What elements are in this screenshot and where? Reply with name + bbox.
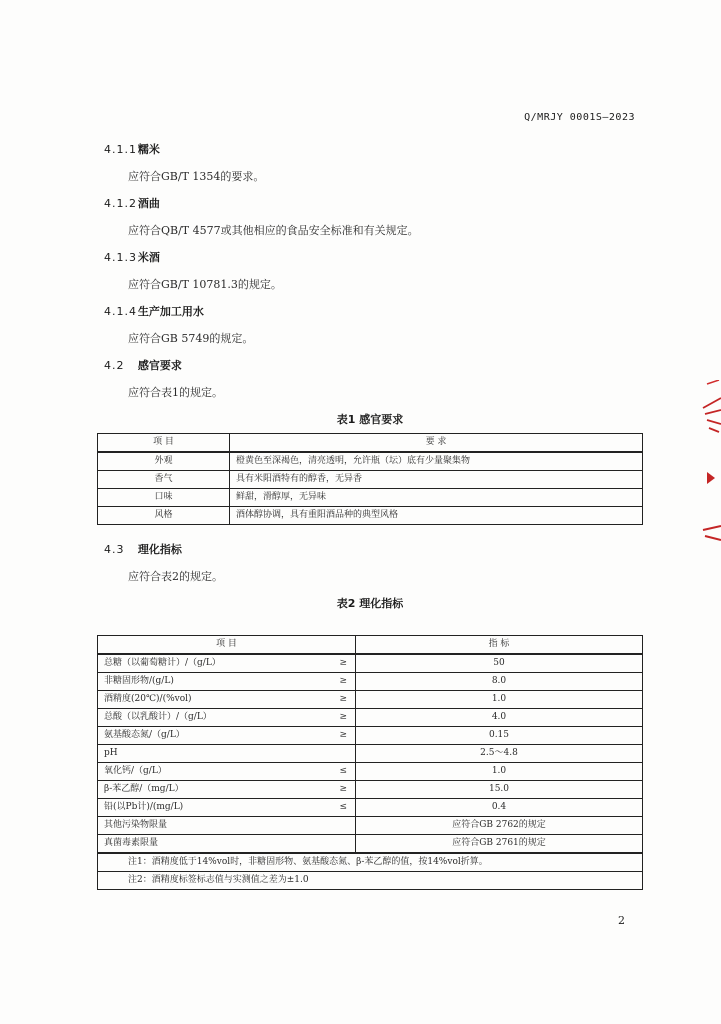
comparison-symbol: ≥ bbox=[339, 784, 347, 794]
table-row bbox=[98, 745, 643, 763]
row-item-label: pH bbox=[104, 748, 118, 758]
table-row bbox=[98, 709, 643, 727]
section-number: 4.1.4 bbox=[104, 305, 137, 318]
section-heading-4-2 bbox=[104, 357, 182, 373]
row-item bbox=[98, 835, 356, 854]
section-number: 4.1.2 bbox=[104, 197, 137, 210]
row-item: 香气 bbox=[98, 471, 230, 489]
row-item bbox=[98, 817, 356, 835]
row-item bbox=[98, 709, 356, 727]
row-value: 1.0 bbox=[356, 763, 643, 781]
table-row bbox=[98, 507, 643, 525]
row-item bbox=[98, 781, 356, 799]
row-value: 50 bbox=[356, 654, 643, 673]
column-header-index: 指 标 bbox=[356, 636, 643, 655]
seal-stamp-fragment bbox=[699, 380, 721, 550]
row-item-label: 总糖（以葡萄糖计）/（g/L） bbox=[104, 658, 221, 668]
row-item: 风格 bbox=[98, 507, 230, 525]
row-item-label: 其他污染物限量 bbox=[104, 820, 168, 830]
section-text-4-1-1: 应符合GB/T 1354的要求。 bbox=[128, 170, 265, 183]
row-item-label: 真菌毒素限量 bbox=[104, 838, 159, 848]
section-title: 糯米 bbox=[137, 143, 160, 156]
row-item bbox=[98, 727, 356, 745]
section-number: 4.1.3 bbox=[104, 251, 137, 264]
row-value: 0.15 bbox=[356, 727, 643, 745]
column-header-requirement: 要 求 bbox=[230, 434, 643, 453]
section-title: 米酒 bbox=[137, 251, 160, 264]
row-value: 应符合GB 2762的规定 bbox=[356, 817, 643, 835]
standard-code: Q/MRJY 0001S—2023 bbox=[524, 112, 635, 123]
row-requirement: 酒体醇协调，具有重阳酒品种的典型风格 bbox=[230, 507, 643, 525]
row-value: 15.0 bbox=[356, 781, 643, 799]
sensory-table bbox=[97, 433, 643, 525]
section-heading-4-1-1 bbox=[104, 141, 160, 157]
table1-caption: 表1 感官要求 bbox=[336, 413, 404, 426]
table-row bbox=[98, 673, 643, 691]
table-row bbox=[98, 763, 643, 781]
table-row bbox=[98, 654, 643, 673]
table-header-row bbox=[98, 636, 643, 655]
section-text-4-1-4: 应符合GB 5749的规定。 bbox=[128, 332, 254, 345]
row-value: 1.0 bbox=[356, 691, 643, 709]
row-value: 0.4 bbox=[356, 799, 643, 817]
section-text-4-1-3: 应符合GB/T 10781.3的规定。 bbox=[128, 278, 282, 291]
section-heading-4-1-4 bbox=[104, 303, 204, 319]
section-heading-4-3 bbox=[104, 541, 182, 557]
table-note-row bbox=[98, 853, 643, 872]
physicochemical-table bbox=[97, 635, 643, 890]
table-row bbox=[98, 727, 643, 745]
row-value: 2.5～4.8 bbox=[356, 745, 643, 763]
table-row bbox=[98, 489, 643, 507]
section-number: 4.3 bbox=[104, 543, 125, 556]
table-note-row bbox=[98, 872, 643, 890]
row-item-label: β-苯乙醇/（mg/L） bbox=[104, 784, 184, 794]
row-item bbox=[98, 691, 356, 709]
table-row bbox=[98, 691, 643, 709]
comparison-symbol: ≥ bbox=[339, 658, 347, 668]
table-header-row bbox=[98, 434, 643, 453]
section-heading-4-1-3 bbox=[104, 249, 160, 265]
table-row bbox=[98, 471, 643, 489]
column-header-item: 项 目 bbox=[98, 636, 356, 655]
comparison-symbol: ≥ bbox=[339, 730, 347, 740]
row-value: 4.0 bbox=[356, 709, 643, 727]
table-row bbox=[98, 799, 643, 817]
table-row bbox=[98, 781, 643, 799]
section-title: 感官要求 bbox=[137, 359, 182, 372]
table-note: 注1：酒精度低于14%vol时，非糖固形物、氨基酸态氮、β-苯乙醇的值，按14%vol折算。 bbox=[98, 853, 643, 872]
row-item: 口味 bbox=[98, 489, 230, 507]
row-item bbox=[98, 745, 356, 763]
section-title: 生产加工用水 bbox=[137, 305, 204, 318]
row-item-label: 铅(以Pb计)/(mg/L) bbox=[104, 802, 184, 812]
table-row bbox=[98, 835, 643, 854]
row-item: 外观 bbox=[98, 452, 230, 471]
row-item-label: 氨基酸态氮/（g/L） bbox=[104, 730, 185, 740]
table-row bbox=[98, 817, 643, 835]
row-item-label: 氧化钙/（g/L） bbox=[104, 766, 167, 776]
section-number: 4.1.1 bbox=[104, 143, 137, 156]
section-title: 理化指标 bbox=[137, 543, 182, 556]
table2-caption: 表2 理化指标 bbox=[336, 597, 404, 610]
section-title: 酒曲 bbox=[137, 197, 160, 210]
row-value: 8.0 bbox=[356, 673, 643, 691]
section-text-4-2: 应符合表1的规定。 bbox=[128, 386, 223, 399]
section-text-4-3: 应符合表2的规定。 bbox=[128, 570, 223, 583]
row-item-label: 非糖固形物/(g/L) bbox=[104, 676, 174, 686]
row-item bbox=[98, 673, 356, 691]
section-text-4-1-2: 应符合QB/T 4577或其他相应的食品安全标准和有关规定。 bbox=[128, 224, 419, 237]
column-header-item: 项 目 bbox=[98, 434, 230, 453]
page-number: 2 bbox=[618, 914, 625, 927]
section-number: 4.2 bbox=[104, 359, 125, 372]
row-requirement: 橙黄色至深褐色，清亮透明，允许瓶（坛）底有少量聚集物 bbox=[230, 452, 643, 471]
row-requirement: 具有米阳酒特有的醇香，无异香 bbox=[230, 471, 643, 489]
section-heading-4-1-2 bbox=[104, 195, 160, 211]
comparison-symbol: ≤ bbox=[339, 802, 347, 812]
table-row bbox=[98, 452, 643, 471]
row-value: 应符合GB 2761的规定 bbox=[356, 835, 643, 854]
row-item bbox=[98, 654, 356, 673]
table-note: 注2：酒精度标签标志值与实测值之差为±1.0 bbox=[98, 872, 643, 890]
comparison-symbol: ≥ bbox=[339, 694, 347, 704]
row-item-label: 酒精度(20℃)/(%vol) bbox=[104, 694, 192, 704]
comparison-symbol: ≥ bbox=[339, 676, 347, 686]
row-requirement: 鲜甜，滑醇厚，无异味 bbox=[230, 489, 643, 507]
comparison-symbol: ≤ bbox=[339, 766, 347, 776]
row-item bbox=[98, 799, 356, 817]
comparison-symbol: ≥ bbox=[339, 712, 347, 722]
row-item bbox=[98, 763, 356, 781]
row-item-label: 总酸（以乳酸计）/（g/L） bbox=[104, 712, 212, 722]
